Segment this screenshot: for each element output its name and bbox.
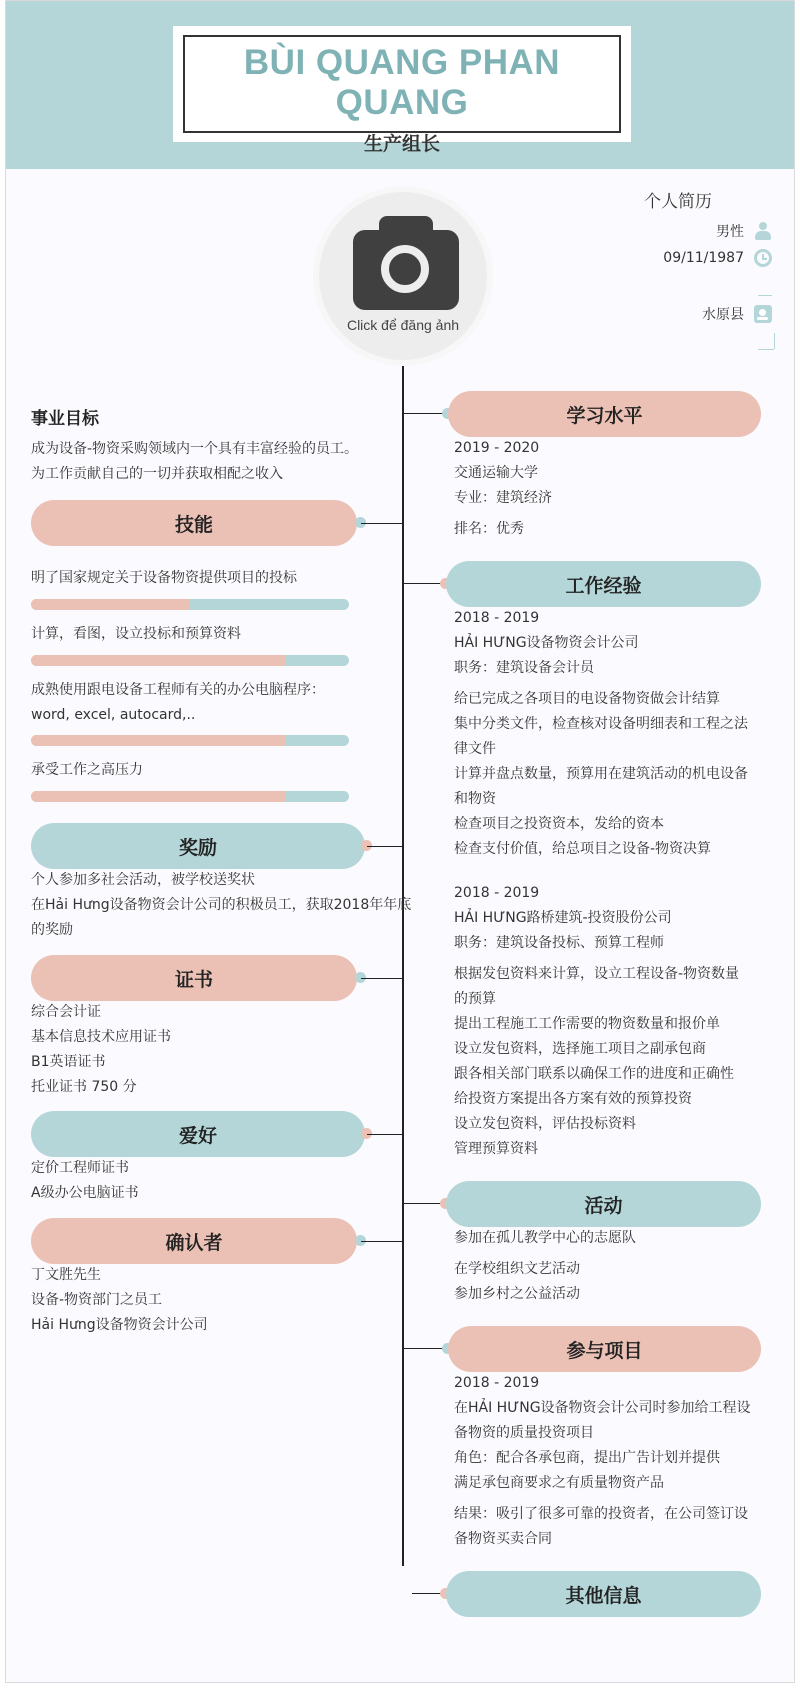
gender-row: [716, 221, 772, 241]
section-activities[interactable]: 活动: [446, 1181, 761, 1227]
references-text[interactable]: 丁文胜先生 设备-物资部门之员工 Hải Hưng设备物资会计公司: [31, 1267, 208, 1333]
skill-bar-fill: [31, 599, 190, 610]
timeline-connector: [367, 846, 403, 847]
timeline-connector: [404, 583, 442, 584]
section-awards[interactable]: 奖励: [31, 823, 365, 869]
skill-text[interactable]: 承受工作之高压力: [31, 762, 143, 778]
deco-line: [774, 333, 775, 349]
projects-text[interactable]: 2018 - 2019 在HẢI HƯNG设备物资会计公司时参加给工程设 备物资的质量投资项目 角色：配合各承包商，提出广告计划并提供 满足承包商要求之有质量物资产品 结果：吸引了很多可靠的投资者，在公司签订设 备物资买卖合同: [454, 1375, 751, 1547]
section-skills[interactable]: 技能: [31, 500, 357, 546]
section-hobbies[interactable]: 爱好: [31, 1111, 365, 1157]
career-goal-text[interactable]: 成为设备-物资采购领域内一个具有丰富经验的员工。 为工作贡献自己的一切并获取相配之收入: [31, 441, 359, 482]
address-row: [702, 304, 772, 324]
timeline-connector: [404, 413, 444, 414]
birthdate-value[interactable]: 09/11/1987: [663, 250, 744, 266]
birthdate-row: [663, 249, 772, 267]
timeline-connector: [404, 1203, 442, 1204]
awards-text[interactable]: 个人参加多社会活动，被学校送奖状 在Hải Hưng设备物资会计公司的积极员工，获取2018年年底 的奖励: [31, 872, 412, 938]
section-projects[interactable]: 参与项目: [448, 1326, 761, 1372]
section-experience[interactable]: 工作经验: [446, 561, 761, 607]
timeline-connector: [404, 1348, 444, 1349]
timeline-connector: [361, 978, 403, 979]
section-certificates[interactable]: 证书: [31, 955, 357, 1001]
address-value[interactable]: 水原县: [702, 307, 744, 323]
camera-lens-icon: [381, 245, 429, 293]
certificates-text[interactable]: 综合会计证 基本信息技术应用证书 B1英语证书 托业证书 750 分: [31, 1004, 171, 1095]
resume-title[interactable]: 个人简历: [644, 192, 712, 212]
skill-bar-fill: [31, 791, 285, 802]
timeline-connector: [367, 1134, 403, 1135]
timeline-connector: [412, 1593, 442, 1594]
person-icon: [754, 222, 772, 240]
hobbies-text[interactable]: 定价工程师证书 A级办公电脑证书: [31, 1160, 139, 1201]
skill-text[interactable]: 计算，看图，设立投标和预算资料: [31, 626, 241, 642]
timeline-connector: [361, 523, 403, 524]
career-goal-title[interactable]: 事业目标: [31, 409, 99, 429]
skill-text[interactable]: 成熟使用跟电设备工程师有关的办公电脑程序： word, excel, autocard,..: [31, 682, 325, 723]
activities-text[interactable]: 参加在孤儿教学中心的志愿队 在学校组织文艺活动 参加乡村之公益活动: [454, 1230, 636, 1302]
resume-page: [5, 0, 795, 1683]
timeline-axis: [402, 366, 404, 1566]
skill-bar: [31, 655, 349, 666]
skill-bar-fill: [31, 735, 285, 746]
skill-bar: [31, 791, 349, 802]
name-frame: [183, 35, 621, 155]
timeline-connector: [361, 1241, 403, 1242]
section-other-info[interactable]: 其他信息: [446, 1571, 761, 1617]
photo-upload-label: Click để đăng ảnh: [346, 317, 460, 333]
deco-line: [758, 349, 774, 350]
experience-job-1[interactable]: 2018 - 2019 HẢI HƯNG设备物资会计公司 职务：建筑设备会计员 给已完成之各项目的电设备物资做会计结算 集中分类文件，检查核对设备明细表和工程之法 律文件 计算并盘点数量，预算用在建筑活动的机电设备 和物资 检查项目之投资资本，发给的资本 检查支付价值，给总项目之设备-物资决算: [454, 610, 748, 857]
contact-card-icon: [754, 305, 772, 323]
gender-value[interactable]: 男性: [716, 224, 744, 240]
education-text[interactable]: 2019 - 2020 交通运输大学 专业：建筑经济 排名：优秀: [454, 440, 552, 537]
skill-bar: [31, 735, 349, 746]
skill-text[interactable]: 明了国家规定关于设备物资提供项目的投标: [31, 570, 297, 586]
experience-job-2[interactable]: 2018 - 2019 HẢI HƯNG路桥建筑-投资股份公司 职务：建筑设备投标、预算工程师 根据发包资料来计算，设立工程设备-物资数量 的预算 提出工程施工工作需要的物资数量和报价单 设立发包资料，选择施工项目之副承包商 跟各相关部门联系以确保工作的进度和正确性 给投资方案提出各方案有效的预算投资 设立发包资料，评估投标资料 管理预算资料: [454, 885, 740, 1157]
photo-upload[interactable]: [313, 186, 493, 366]
clock-icon: [754, 249, 772, 267]
job-title[interactable]: 生产组长: [363, 133, 440, 155]
section-education[interactable]: 学习水平: [448, 391, 761, 437]
skill-bar-fill: [31, 655, 285, 666]
section-references[interactable]: 确认者: [31, 1218, 357, 1264]
candidate-name[interactable]: BÙI QUANG PHAN QUANG: [243, 43, 561, 122]
deco-line: [758, 295, 772, 296]
name-card: [173, 26, 631, 155]
skill-bar: [31, 599, 349, 610]
